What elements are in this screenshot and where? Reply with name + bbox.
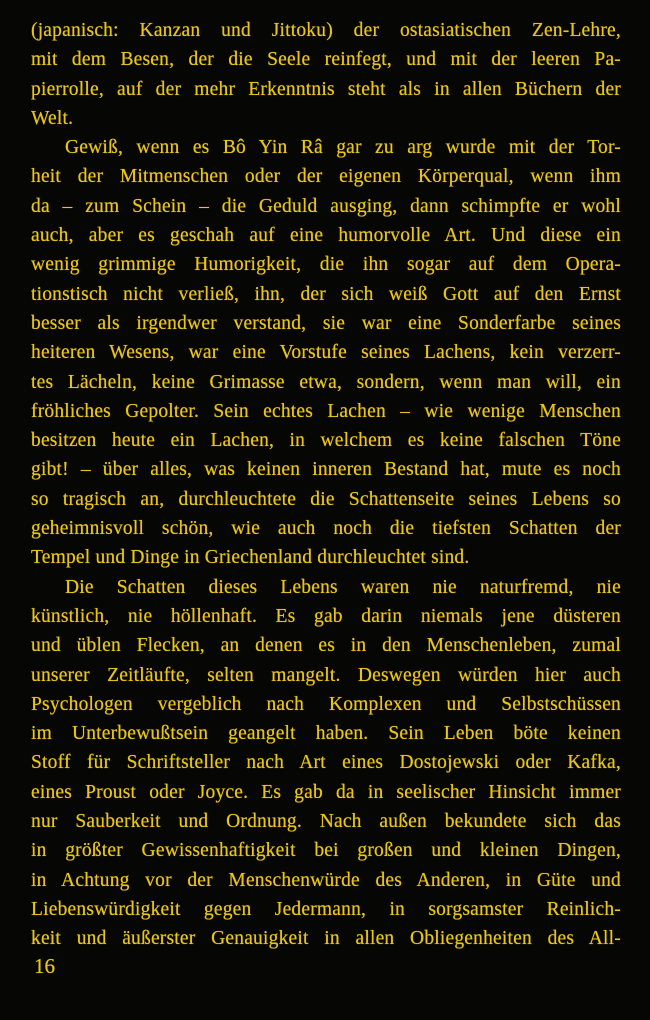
text-line: Psychologen vergeblich nach Komplexen und Selbstschüssen [31,693,621,715]
text-line: unserer Zeitläufte, selten mangelt. Deswegen würden hier auch [31,664,621,686]
page-number: 16 [34,954,55,978]
text-line: mit dem Besen, der die Seele reinfegt, und mit der leeren Pa- [31,49,621,71]
text-line: Liebenswürdigkeit gegen Jedermann, in sorgsamster Reinlich- [31,898,621,920]
text-line: besitzen heute ein Lachen, in welchem es keine falschen Töne [31,430,621,452]
text-line: da – zum Schein – die Geduld ausging, dann schimpfte er wohl [31,195,621,217]
text-line: künstlich, nie höllenhaft. Es gab darin niemals jene düsteren [31,605,621,627]
text-line: gibt! – über alles, was keinen inneren Bestand hat, mute es noch [31,459,621,481]
text-line: in Achtung vor der Menschenwürde des Anderen, in Güte und [31,869,621,891]
text-line: fröhliches Gepolter. Sein echtes Lachen – wie wenige Menschen [31,400,621,422]
text-line: tionstisch nicht verließ, ihn, der sich weiß Gott auf den Ernst [31,283,621,305]
text-line: Stoff für Schriftsteller nach Art eines Dostojewski oder Kafka, [31,752,621,774]
page-text-block [31,16,621,954]
text-line: in größter Gewissenhaftigkeit bei großen und kleinen Dingen, [31,840,621,862]
text-line: Welt. [31,107,74,129]
text-line: besser als irgendwer verstand, sie war eine Sonderfarbe seines [31,312,621,334]
text-line: tes Lächeln, keine Grimasse etwa, sondern, wenn man will, ein [31,371,621,393]
text-line: so tragisch an, durchleuchtete die Schattenseite seines Lebens so [31,488,621,510]
text-line: keit und äußerster Genauigkeit in allen Obliegenheiten des All- [31,928,621,950]
text-line: Gewiß, wenn es Bô Yin Râ gar zu arg wurde mit der Tor- [65,137,621,159]
text-line: geheimnisvoll schön, wie auch noch die tiefsten Schatten der [31,518,621,540]
text-line: heit der Mitmenschen oder der eigenen Körperqual, wenn ihm [31,166,621,188]
text-line: nur Sauberkeit und Ordnung. Nach außen bekundete sich das [31,811,621,833]
text-line: (japanisch: Kanzan und Jittoku) der ostasiatischen Zen-Lehre, [31,20,621,41]
text-line: pierrolle, auf der mehr Erkenntnis steht als in allen Büchern der [31,78,621,100]
text-line: auch, aber es geschah auf eine humorvolle Art. Und diese ein [31,225,621,247]
text-line: wenig grimmige Humorigkeit, die ihn sogar auf dem Opera- [31,254,621,276]
text-line: und üblen Flecken, an denen es in den Menschenleben, zumal [31,635,621,657]
text-line: Tempel und Dinge in Griechenland durchleuchtet sind. [31,547,470,569]
text-line: eines Proust oder Joyce. Es gab da in seelischer Hinsicht immer [31,781,621,803]
text-line: Die Schatten dieses Lebens waren nie naturfremd, nie [65,576,621,598]
text-line: im Unterbewußtsein geangelt haben. Sein Leben böte keinen [31,723,621,745]
text-line: heiteren Wesens, war eine Vorstufe seines Lachens, kein verzerr- [31,342,621,364]
